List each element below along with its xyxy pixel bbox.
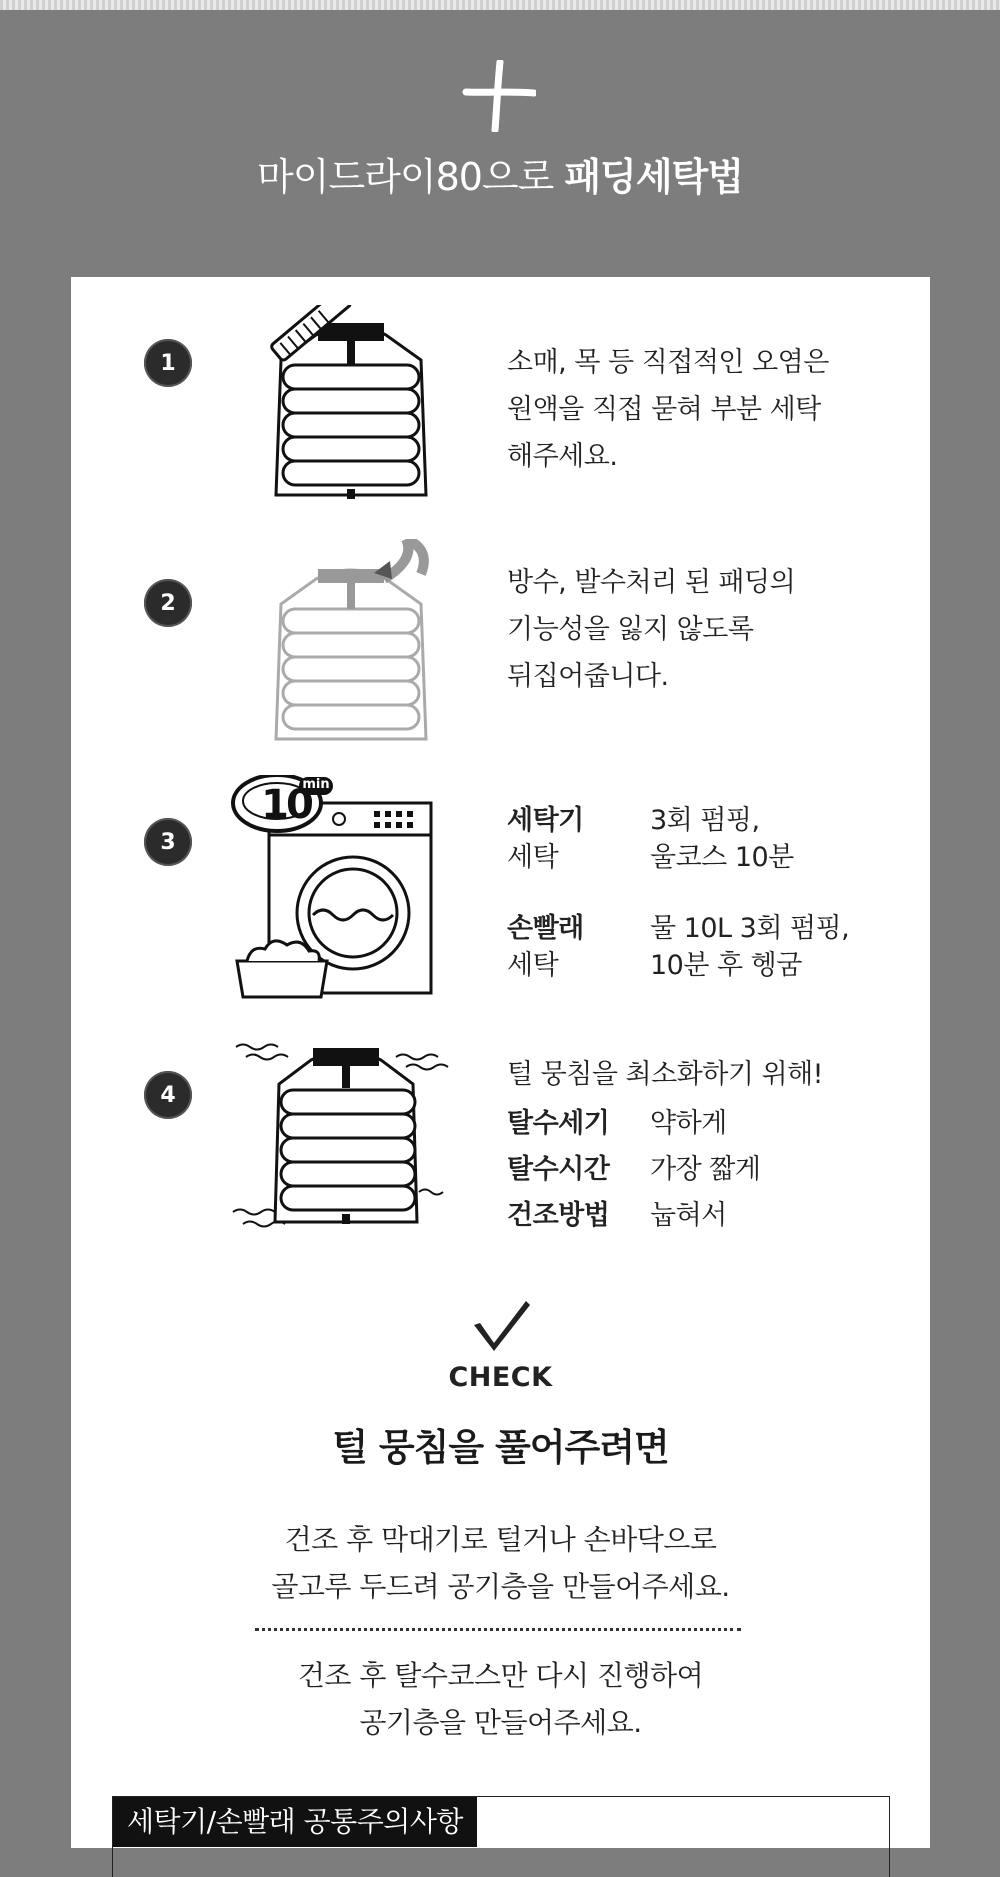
method-key-handwash: 손빨래 [507, 913, 584, 944]
drying-intro: 털 뭉침을 최소화하기 위해! [507, 1059, 823, 1090]
method-value-handwash: 물 10L 3회 펌핑, [650, 913, 850, 944]
page-title: 마이드라이80으로 패딩세탁법 [257, 155, 743, 199]
check-label: CHECK [448, 1362, 553, 1393]
instruction-card [71, 277, 930, 1848]
drying-settings [507, 1055, 823, 1239]
washing-methods: 세탁기 세탁 3회 펌핑, 울코스 10분 손빨래 세탁 물 10L 3회 펌핑, 10분 후 헹굼 [507, 802, 849, 984]
setting-key-spin-strength: 탈수세기 [507, 1108, 610, 1139]
method-value-washer: 3회 펌핑, [650, 805, 760, 836]
setting-key-dry-method: 건조방법 [507, 1200, 610, 1231]
jacket-drying-icon [231, 1042, 456, 1242]
step-2-text: 방수, 발수처리 된 패딩의 기능성을 잃지 않도록 뒤집어줍니다. [507, 567, 796, 692]
method-key-washer: 세탁기 [507, 805, 584, 836]
ten-minute-badge-number: 10 [261, 782, 311, 828]
tip-1: 건조 후 막대기로 털거나 손바닥으로 골고루 두드려 공기층을 만들어주세요. [271, 1523, 730, 1603]
plus-icon [462, 60, 536, 132]
step-number-4: 4 [144, 1071, 192, 1119]
step-1-text: 소매, 목 등 직접적인 오염은 원액을 직접 묻혀 부분 세탁 해주세요. [507, 347, 829, 472]
common-precautions-label: 세탁기/손빨래 공통주의사항 [113, 1797, 477, 1847]
setting-key-spin-time: 탈수시간 [507, 1154, 610, 1185]
setting-value-spin-time: 가장 짧게 [650, 1154, 761, 1185]
common-precautions-box [112, 1796, 890, 1877]
jacket-brush-icon [256, 305, 446, 510]
step-number-2: 2 [144, 579, 192, 627]
setting-value-spin-strength: 약하게 [650, 1108, 727, 1139]
checkmark-icon [470, 1297, 534, 1353]
step-number-1: 1 [144, 339, 192, 387]
jacket-inside-out-icon [256, 539, 446, 754]
tip-2: 건조 후 탈수코스만 다시 진행하여 공기층을 만들어주세요. [297, 1659, 704, 1739]
top-edge-strip [0, 0, 1000, 10]
check-title: 털 뭉침을 풀어주려면 [332, 1426, 669, 1469]
dotted-divider [255, 1628, 741, 1631]
step-number-3: 3 [144, 818, 192, 866]
ten-minute-badge-unit: min [302, 777, 330, 792]
setting-value-dry-method: 눕혀서 [650, 1200, 727, 1231]
